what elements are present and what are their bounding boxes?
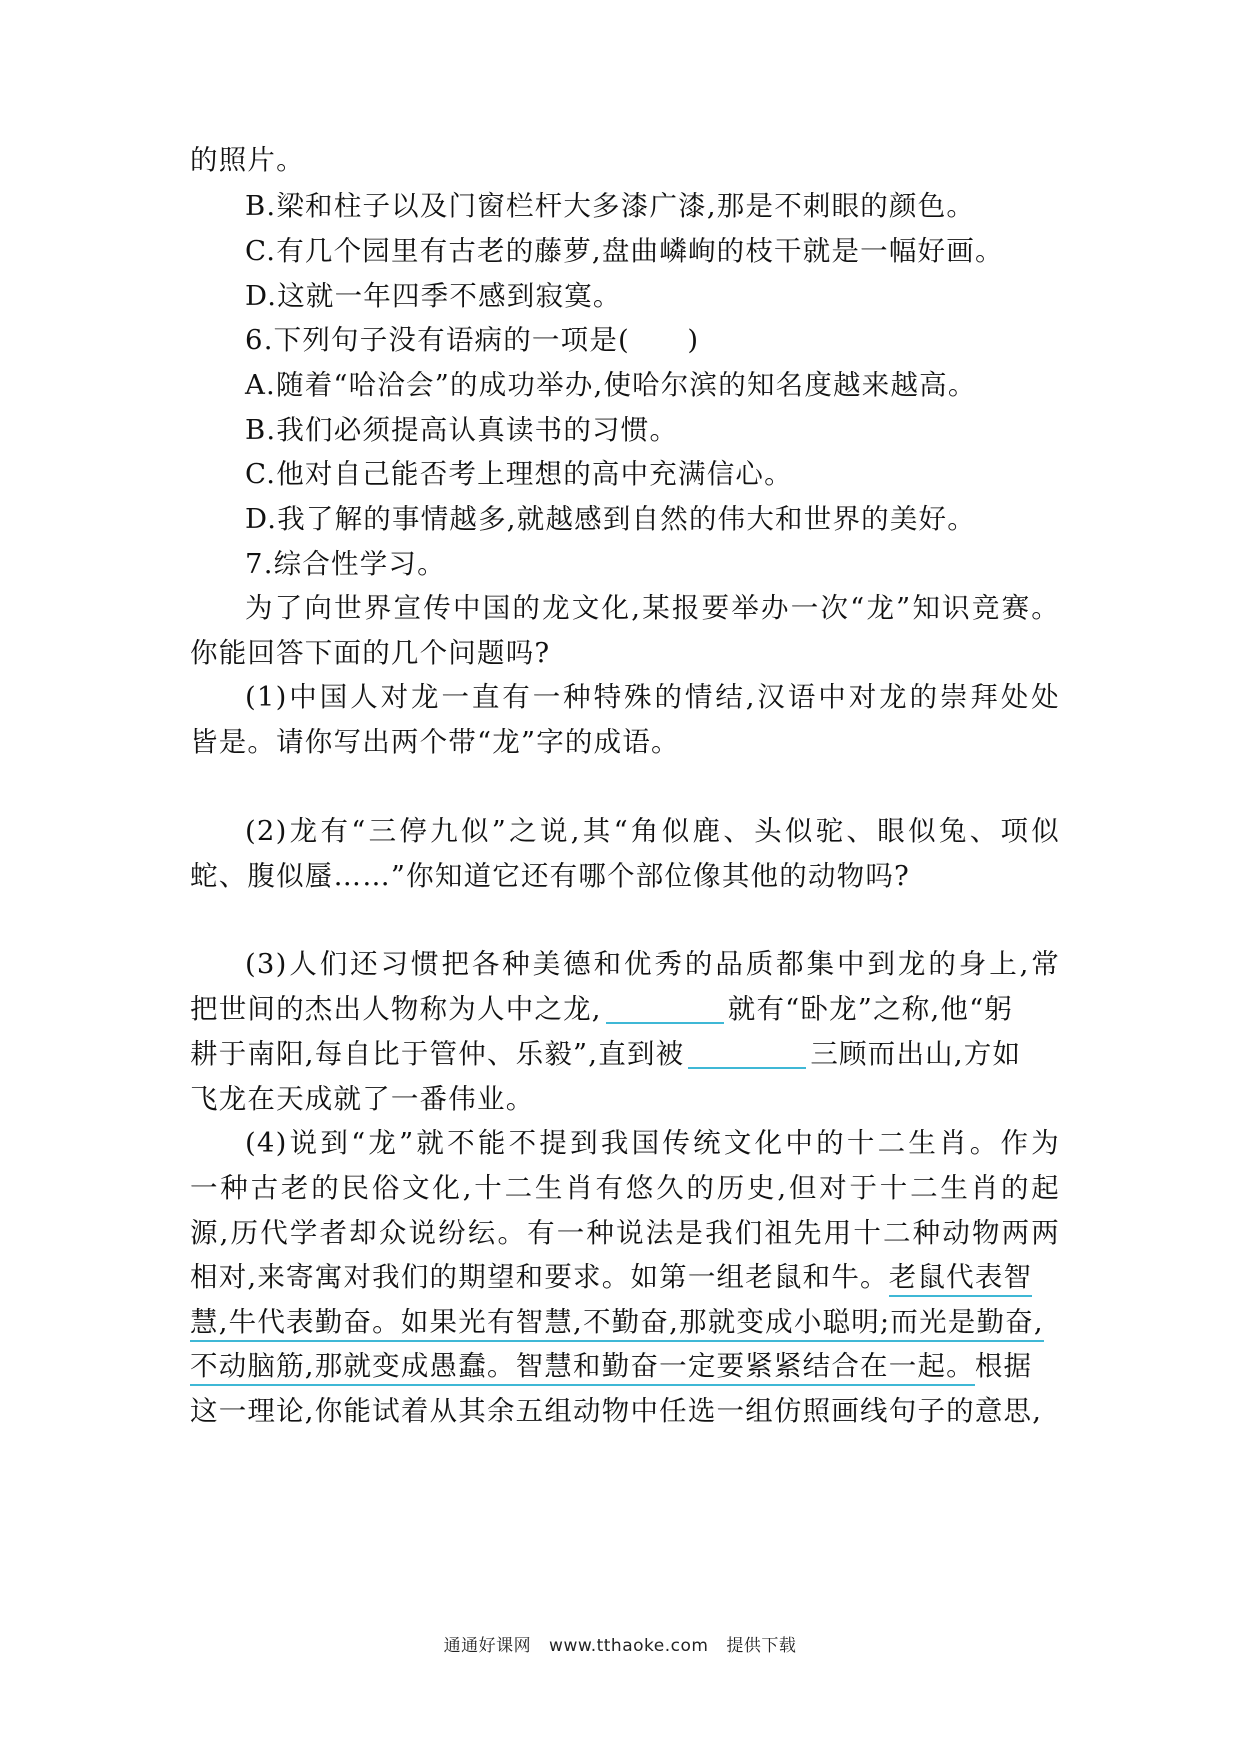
text-segment: 耕于南阳,每自比于管仲、乐毅”,直到被 xyxy=(190,1038,685,1070)
footer-site-name: 通通好课网 xyxy=(443,1636,532,1656)
text-segment: 三顾而出山,方如 xyxy=(810,1038,1022,1070)
paragraph-line: 飞龙在天成就了一番伟业。 xyxy=(190,1083,535,1115)
text-segment: 相对,来寄寓对我们的期望和要求。如第一组老鼠和牛。 xyxy=(190,1261,889,1293)
subquestion-3: (3)人们还习惯把各种美德和优秀的品质都集中到龙的身上,常 xyxy=(245,948,1060,980)
paragraph-line xyxy=(190,1304,1060,1340)
paragraph-line xyxy=(190,1348,1060,1384)
option-a-line: A.随着“哈洽会”的成功举办,使哈尔滨的知名度越来越高。 xyxy=(245,369,977,401)
paragraph-line: 源,历代学者却众说纷纭。有一种说法是我们祖先用十二种动物两两 xyxy=(190,1217,1060,1249)
paragraph-line: 皆是。请你写出两个带“龙”字的成语。 xyxy=(190,726,680,758)
paragraph-line: 你能回答下面的几个问题吗? xyxy=(190,637,551,669)
question-6: 6.下列句子没有语病的一项是( ) xyxy=(245,324,700,356)
paragraph-line: 一种古老的民俗文化,十二生肖有悠久的历史,但对于十二生肖的起 xyxy=(190,1172,1060,1204)
paragraph-line: 蛇、腹似蜃……”你知道它还有哪个部位像其他的动物吗? xyxy=(190,860,911,892)
option-c-line: C.有几个园里有古老的藤萝,盘曲嶙峋的枝干就是一幅好画。 xyxy=(245,235,1004,267)
footer-url[interactable]: www.tthaoke.com xyxy=(549,1636,709,1656)
footer-note: 提供下载 xyxy=(726,1636,797,1656)
option-c-line: C.他对自己能否考上理想的高中充满信心。 xyxy=(245,458,793,490)
page-footer xyxy=(0,1631,1240,1656)
paragraph-line: 为了向世界宣传中国的龙文化,某报要举办一次“龙”知识竞赛。 xyxy=(245,592,1060,624)
subquestion-4: (4)说到“龙”就不能不提到我国传统文化中的十二生肖。作为 xyxy=(245,1127,1060,1159)
paragraph-line: 这一理论,你能试着从其余五组动物中任选一组仿照画线句子的意思, xyxy=(190,1395,1043,1427)
underlined-sentence: 不动脑筋,那就变成愚蠢。智慧和勤奋一定要紧紧结合在一起。 xyxy=(190,1350,975,1386)
option-b-line: B.梁和柱子以及门窗栏杆大多漆广漆,那是不刺眼的颜色。 xyxy=(245,190,976,222)
fill-in-line xyxy=(190,1036,1060,1072)
text-segment: 把世间的杰出人物称为人中之龙, xyxy=(190,993,602,1025)
text-segment: 根据 xyxy=(974,1350,1033,1382)
underlined-sentence: 慧,牛代表勤奋。如果光有智慧,不勤奋,那就变成小聪明;而光是勤奋, xyxy=(190,1306,1044,1342)
underlined-sentence: 老鼠代表智 xyxy=(889,1261,1033,1297)
option-d-line: D.这就一年四季不感到寂寞。 xyxy=(245,280,622,312)
answer-blank[interactable] xyxy=(688,1037,806,1069)
option-d-line: D.我了解的事情越多,就越感到自然的伟大和世界的美好。 xyxy=(245,503,976,535)
answer-blank[interactable] xyxy=(606,992,724,1024)
subquestion-1: (1)中国人对龙一直有一种特殊的情结,汉语中对龙的崇拜处处 xyxy=(245,681,1060,713)
option-b-line: B.我们必须提高认真读书的习惯。 xyxy=(245,414,679,446)
fill-in-line xyxy=(190,991,1060,1027)
subquestion-2: (2)龙有“三停九似”之说,其“角似鹿、头似驼、眼似兔、项似 xyxy=(245,815,1060,847)
paragraph-line xyxy=(190,1259,1060,1295)
text-segment: 就有“卧龙”之称,他“躬 xyxy=(727,993,1014,1025)
text-line: 的照片。 xyxy=(190,144,305,176)
question-7: 7.综合性学习。 xyxy=(245,548,446,580)
